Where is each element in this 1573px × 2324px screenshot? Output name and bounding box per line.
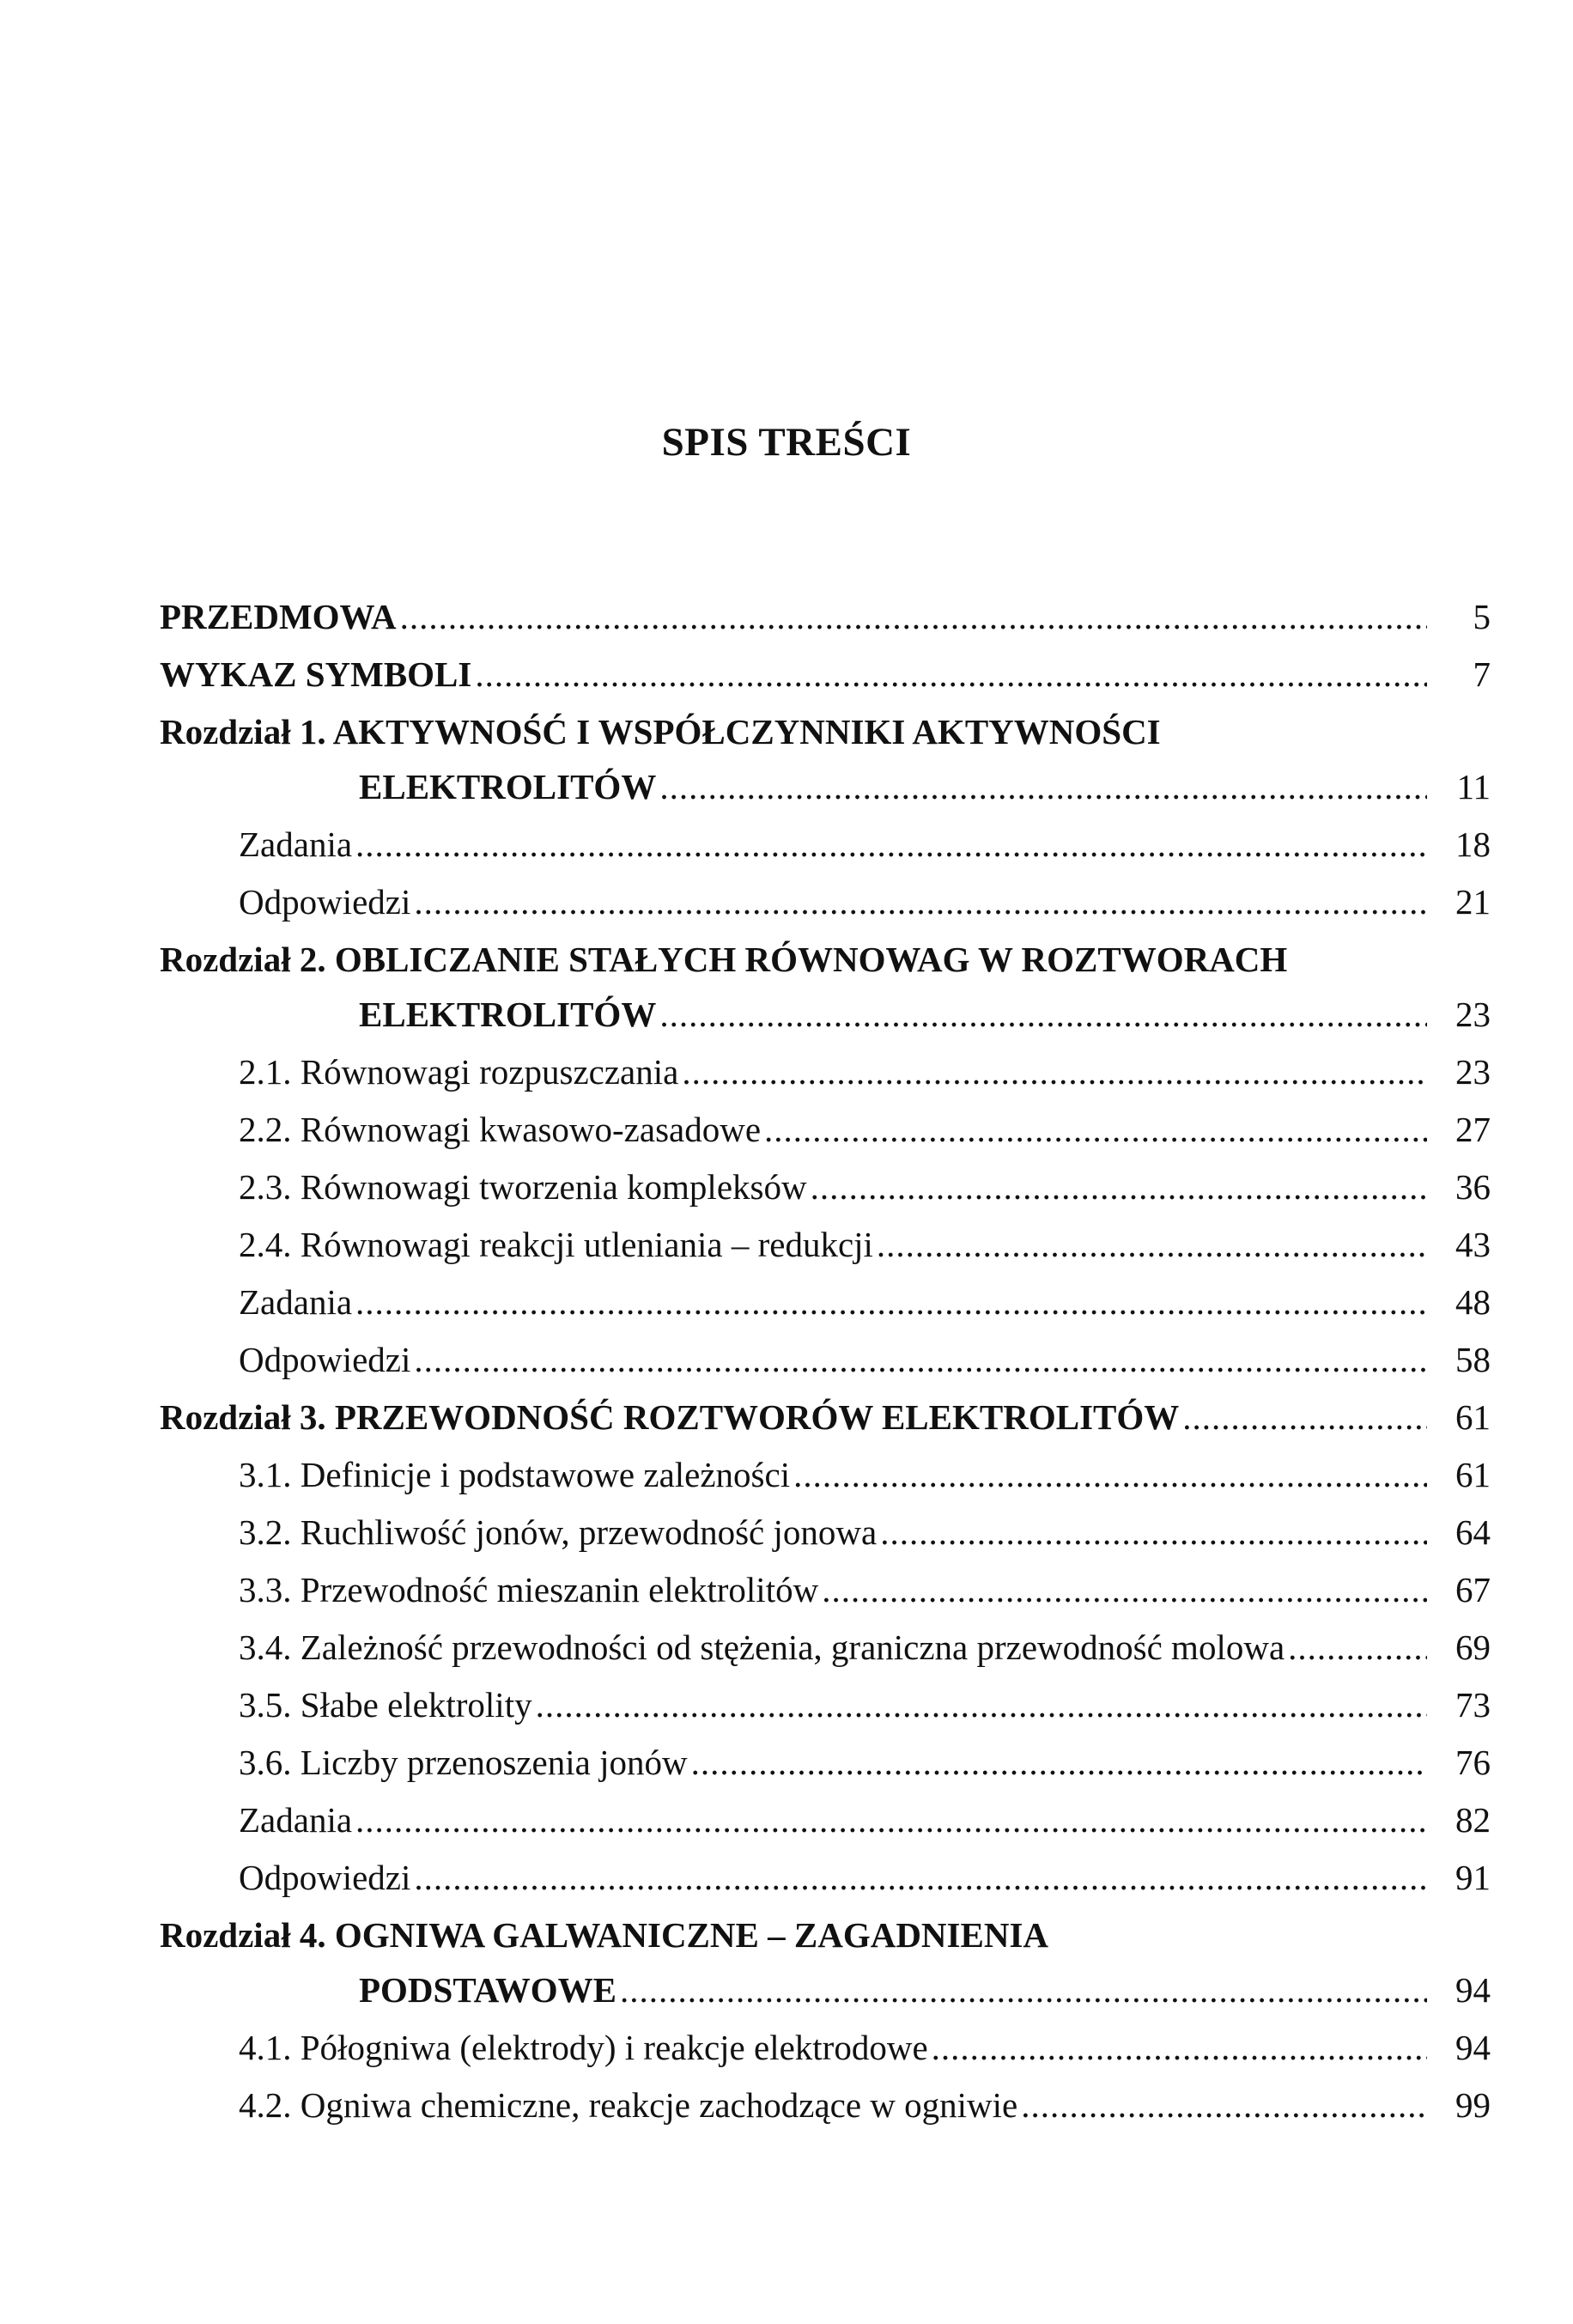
toc-page-number: 5 bbox=[1473, 597, 1491, 636]
toc-page-number: 76 bbox=[1455, 1743, 1491, 1782]
leader-dots bbox=[1182, 1389, 1427, 1446]
toc-entry-text: Odpowiedzi bbox=[239, 882, 411, 922]
leader-dots bbox=[880, 1504, 1427, 1561]
toc-entry-text: 2.1. Równowagi rozpuszczania bbox=[239, 1052, 679, 1092]
toc-entry-text: 3.3. Przewodność mieszanin elektrolitów bbox=[239, 1570, 819, 1609]
toc-page-number: 82 bbox=[1455, 1800, 1491, 1840]
toc-chapter-heading bbox=[160, 931, 1491, 986]
toc-entry bbox=[160, 873, 1491, 931]
toc-entry-text: 2.4. Równowagi reakcji utleniania – redukcji bbox=[239, 1225, 873, 1264]
leader-dots bbox=[932, 2019, 1427, 2077]
toc-entry-text: 3.2. Ruchliwość jonów, przewodność jonowa bbox=[239, 1512, 878, 1552]
leader-dots bbox=[400, 588, 1427, 646]
table-of-contents bbox=[160, 588, 1491, 2134]
toc-page-number: 61 bbox=[1455, 1455, 1491, 1494]
leader-dots bbox=[475, 646, 1427, 703]
toc-entry-text: PRZEDMOWA bbox=[160, 597, 397, 636]
toc-page-number: 94 bbox=[1455, 1970, 1491, 2010]
toc-entry-text: Odpowiedzi bbox=[239, 1858, 411, 1897]
page-title: SPIS TREŚCI bbox=[661, 420, 912, 465]
leader-dots bbox=[682, 1043, 1427, 1101]
toc-entry bbox=[160, 1159, 1491, 1216]
toc-page-number: 58 bbox=[1455, 1340, 1491, 1379]
toc-page-number: 94 bbox=[1455, 2028, 1491, 2067]
toc-entry bbox=[160, 1101, 1491, 1159]
toc-entry bbox=[160, 1734, 1491, 1792]
toc-entry bbox=[160, 1561, 1491, 1619]
toc-entry-text: 3.1. Definicje i podstawowe zależności bbox=[239, 1455, 791, 1494]
toc-entry bbox=[160, 1331, 1491, 1389]
toc-entry-text: Rozdział 4. OGNIWA GALWANICZNE – ZAGADNIENIA bbox=[160, 1915, 1049, 1955]
toc-entry bbox=[160, 1389, 1491, 1446]
leader-dots bbox=[414, 873, 1427, 931]
leader-dots bbox=[691, 1734, 1427, 1792]
toc-page-number: 27 bbox=[1455, 1110, 1491, 1149]
toc-entry-text: 3.5. Słabe elektrolity bbox=[239, 1685, 532, 1725]
toc-page-number: 48 bbox=[1455, 1282, 1491, 1322]
toc-page-number: 7 bbox=[1473, 654, 1491, 694]
toc-entry-text: Rozdział 3. PRZEWODNOŚĆ ROZTWORÓW ELEKTROLITÓW bbox=[160, 1397, 1180, 1437]
toc-entry-text: 3.4. Zależność przewodności od stężenia, graniczna przewodność molowa bbox=[239, 1627, 1285, 1667]
toc-entry bbox=[160, 1676, 1491, 1734]
toc-entry bbox=[160, 588, 1491, 646]
leader-dots bbox=[1021, 2077, 1427, 2134]
leader-dots bbox=[793, 1446, 1427, 1504]
leader-dots bbox=[414, 1331, 1427, 1389]
leader-dots bbox=[877, 1216, 1427, 1274]
toc-entry bbox=[160, 1962, 1491, 2019]
toc-entry-text: ELEKTROLITÓW bbox=[359, 767, 657, 806]
leader-dots bbox=[355, 1274, 1427, 1331]
toc-page-number: 67 bbox=[1455, 1570, 1491, 1609]
leader-dots bbox=[659, 758, 1427, 816]
toc-page-number: 73 bbox=[1455, 1685, 1491, 1725]
toc-entry-text: 2.3. Równowagi tworzenia kompleksów bbox=[239, 1167, 807, 1207]
toc-entry bbox=[160, 1792, 1491, 1849]
toc-entry-text: WYKAZ SYMBOLI bbox=[160, 654, 472, 694]
toc-entry bbox=[160, 1446, 1491, 1504]
toc-entry-text: Zadania bbox=[239, 824, 353, 864]
toc-entry bbox=[160, 816, 1491, 873]
toc-entry-text: PODSTAWOWE bbox=[359, 1970, 616, 2010]
toc-entry bbox=[160, 646, 1491, 703]
toc-page-number: 99 bbox=[1455, 2085, 1491, 2125]
toc-entry bbox=[160, 758, 1491, 816]
leader-dots bbox=[536, 1676, 1427, 1734]
leader-dots bbox=[811, 1159, 1427, 1216]
toc-entry-text: 2.2. Równowagi kwasowo-zasadowe bbox=[239, 1110, 762, 1149]
toc-entry-text: Zadania bbox=[239, 1800, 353, 1840]
toc-page-number: 61 bbox=[1455, 1397, 1491, 1437]
leader-dots bbox=[355, 816, 1427, 873]
leader-dots bbox=[355, 1792, 1427, 1849]
leader-dots bbox=[414, 1849, 1427, 1907]
leader-dots bbox=[1288, 1619, 1427, 1676]
toc-entry bbox=[160, 1274, 1491, 1331]
toc-entry-text: Rozdział 1. AKTYWNOŚĆ I WSPÓŁCZYNNIKI AKTYWNOŚCI bbox=[160, 712, 1161, 751]
toc-entry bbox=[160, 986, 1491, 1043]
toc-page-number: 69 bbox=[1455, 1627, 1491, 1667]
toc-page-number: 23 bbox=[1455, 995, 1491, 1034]
toc-entry bbox=[160, 1504, 1491, 1561]
leader-dots bbox=[764, 1101, 1427, 1159]
toc-page-number: 21 bbox=[1455, 882, 1491, 922]
toc-entry bbox=[160, 1043, 1491, 1101]
toc-page-number: 36 bbox=[1455, 1167, 1491, 1207]
leader-dots bbox=[822, 1561, 1427, 1619]
toc-page-number: 91 bbox=[1455, 1858, 1491, 1897]
toc-chapter-heading bbox=[160, 703, 1491, 758]
toc-page-number: 11 bbox=[1456, 767, 1491, 806]
leader-dots bbox=[620, 1962, 1427, 2019]
toc-chapter-heading bbox=[160, 1907, 1491, 1962]
toc-entry-text: ELEKTROLITÓW bbox=[359, 995, 657, 1034]
toc-page-number: 64 bbox=[1455, 1512, 1491, 1552]
toc-page-number: 23 bbox=[1455, 1052, 1491, 1092]
toc-entry-text: Zadania bbox=[239, 1282, 353, 1322]
toc-entry bbox=[160, 2077, 1491, 2134]
toc-page-number: 43 bbox=[1455, 1225, 1491, 1264]
toc-entry-text: 4.2. Ogniwa chemiczne, reakcje zachodzące w ogniwie bbox=[239, 2085, 1018, 2125]
toc-entry bbox=[160, 1619, 1491, 1676]
toc-entry-text: 3.6. Liczby przenoszenia jonów bbox=[239, 1743, 688, 1782]
toc-page-number: 18 bbox=[1455, 824, 1491, 864]
toc-entry-text: Odpowiedzi bbox=[239, 1340, 411, 1379]
toc-entry-text: Rozdział 2. OBLICZANIE STAŁYCH RÓWNOWAG W ROZTWORACH bbox=[160, 940, 1288, 979]
toc-entry bbox=[160, 1216, 1491, 1274]
leader-dots bbox=[659, 986, 1427, 1043]
toc-entry-text: 4.1. Półogniwa (elektrody) i reakcje elektrodowe bbox=[239, 2028, 928, 2067]
toc-entry bbox=[160, 1849, 1491, 1907]
toc-entry bbox=[160, 2019, 1491, 2077]
